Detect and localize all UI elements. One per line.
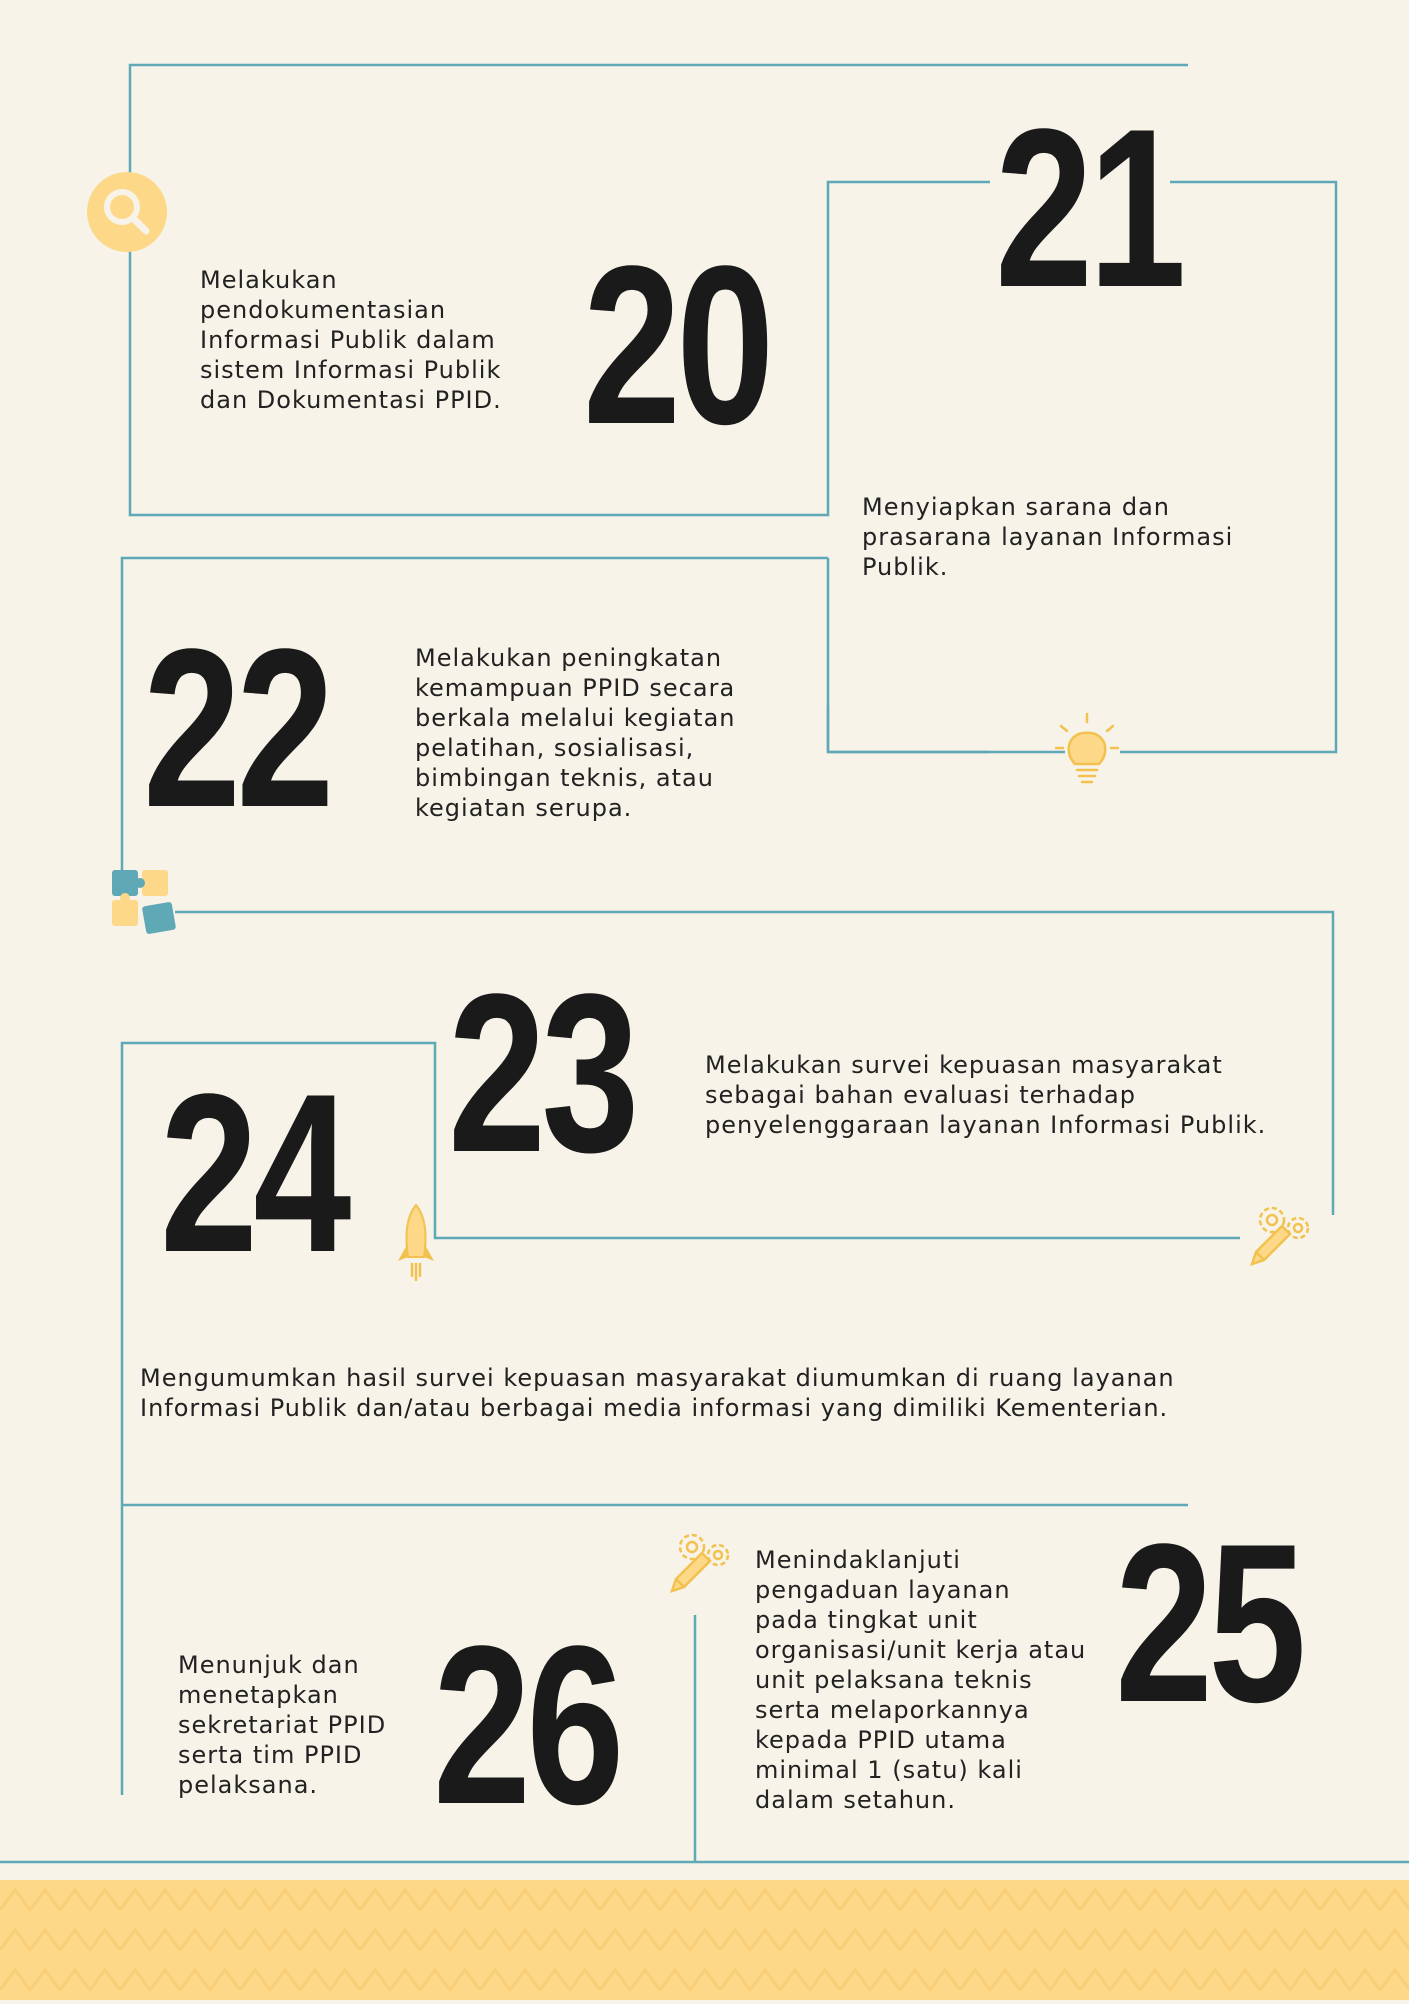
step-number-21: 21 [995, 81, 1182, 334]
rocket-icon [393, 1203, 439, 1283]
step-number-25: 25 [1115, 1496, 1302, 1749]
gear-pencil-icon [1242, 1198, 1316, 1272]
step-text-20: Melakukan pendokumentasian Informasi Publik dalam sistem Informasi Publik dan Dokumentasi PPID. [200, 266, 502, 414]
step-text-26: Menunjuk dan menetapkan sekretariat PPID serta tim PPID pelaksana. [178, 1651, 387, 1799]
step-text-23: Melakukan survei kepuasan masyarakat sebagai bahan evaluasi terhadap penyelenggaraan layanan Informasi Publik. [705, 1051, 1267, 1139]
step-text-25: Menindaklanjuti pengaduan layanan pada tingkat unit organisasi/unit kerja atau unit pelaksana teknis serta melaporkannya kepada PPID utama minimal 1 (satu) kali dalam setahun. [755, 1546, 1087, 1814]
puzzle-icon [110, 868, 180, 938]
lightbulb-icon [1055, 712, 1120, 792]
search-icon [86, 171, 168, 253]
step-number-24: 24 [160, 1046, 347, 1299]
gear-pencil-icon [662, 1525, 736, 1599]
step-text-22: Melakukan peningkatan kemampuan PPID secara berkala melalui kegiatan pelatihan, sosialisasi, bimbingan teknis, atau kegiatan serupa. [415, 644, 736, 822]
footer-pattern [0, 1880, 1409, 2000]
step-number-26: 26 [433, 1598, 620, 1851]
footer-band [0, 1880, 1409, 2000]
step-number-22: 22 [143, 601, 330, 854]
step-text-21: Menyiapkan sarana dan prasarana layanan Informasi Publik. [862, 493, 1234, 581]
step-number-23: 23 [448, 946, 635, 1199]
step-number-20: 20 [583, 218, 770, 471]
step-text-24: Mengumumkan hasil survei kepuasan masyarakat diumumkan di ruang layanan Informasi Publik dan/atau berbagai media informasi yang dimiliki Kementerian. [140, 1364, 1175, 1422]
